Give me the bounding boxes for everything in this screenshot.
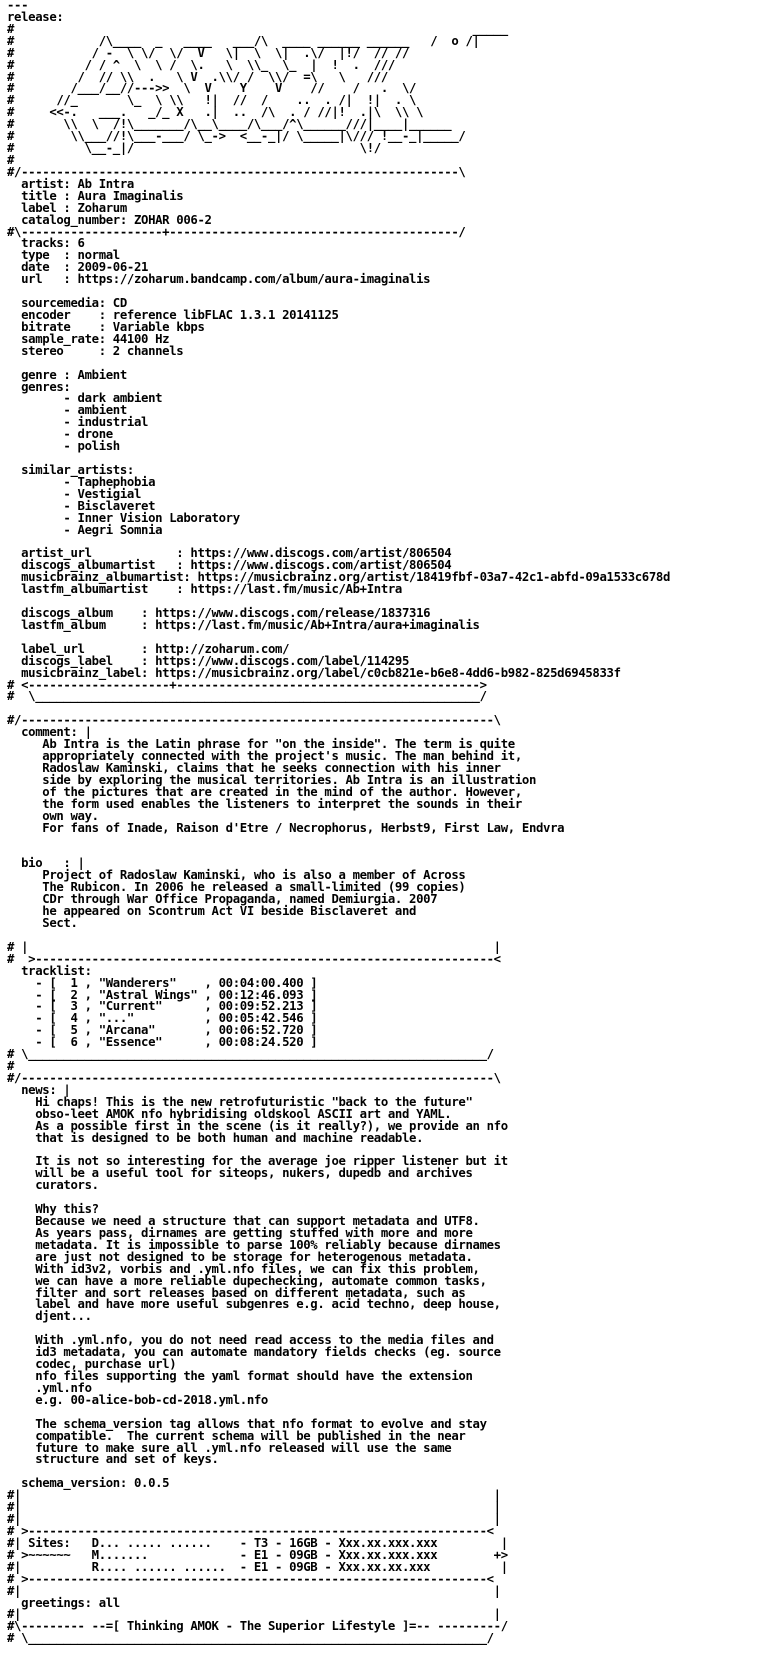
nfo-line: schema_version: 0.0.5 [7, 1476, 170, 1491]
nfo-line: codec, purchase url) [7, 1357, 177, 1372]
nfo-line: # \\___//!\___-___/ \_-> <__-_|/ \_____|\/// !__-_|_____/ [7, 129, 466, 144]
nfo-line: Because we need a structure that can support metadata and UTF8. [7, 1214, 480, 1229]
nfo-line: title : Aura Imaginalis [7, 188, 184, 203]
nfo-line: Ab Intra is the Latin phrase for "on the inside". The term is quite [7, 737, 515, 752]
nfo-line: # [7, 152, 15, 167]
nfo-line: curators. [7, 1178, 99, 1193]
nfo-line: Sect. [7, 915, 78, 930]
nfo-line: label and have more useful subgenres e.g. acid techno, deep house, [7, 1297, 501, 1312]
nfo-line: label : Zoharum [7, 200, 127, 215]
nfo-line: - polish [7, 439, 120, 454]
nfo-line: we can have a more reliable dupechecking, automate common tasks, [7, 1273, 487, 1288]
nfo-line: filter and sort releases based on different metadata, such as [7, 1285, 466, 1300]
nfo-line: release: [7, 9, 64, 24]
nfo-line: # \_________________________________________________________________/ [7, 1631, 494, 1646]
nfo-line: - [ 5 , "Arcana" , 00:06:52.720 ] [7, 1023, 318, 1038]
nfo-line: own way. [7, 808, 99, 823]
nfo-line: Project of Radoslaw Kaminski, who is also a member of Across [7, 868, 466, 883]
nfo-line: news: | [7, 1082, 71, 1097]
nfo-line: # / - \ \/ \/ V \| \ \| .\/ |!/ // // [7, 45, 410, 60]
nfo-line: # >-----------------------------------------------------------------< [7, 1571, 494, 1586]
nfo-line: sample_rate: 44100 Hz [7, 331, 170, 346]
nfo-line: - industrial [7, 415, 149, 430]
nfo-line: With id3v2, vorbis and .yml.nfo files, we can fix this problem, [7, 1261, 480, 1276]
nfo-line: - [ 3 , "Current" , 00:09:52.213 ] [7, 999, 318, 1014]
nfo-line: Hi chaps! This is the new retrofuturistic "back to the future" [7, 1094, 473, 1109]
nfo-line: - drone [7, 427, 113, 442]
nfo-line: artist: Ab Intra [7, 176, 134, 191]
nfo-line: djent... [7, 1309, 92, 1324]
nfo-line: discogs_albumartist : https://www.discogs.com/artist/806504 [7, 558, 452, 573]
nfo-line: label_url : http://zoharum.com/ [7, 641, 290, 656]
nfo-line: #/--------------------------------------------------------------\ [7, 164, 466, 179]
nfo-line: future to make sure all .yml.nfo released will use the same [7, 1440, 452, 1455]
nfo-line: - [ 1 , "Wanderers" , 00:04:00.400 ] [7, 975, 318, 990]
nfo-line: # <--------------------+-------------------------------------------> [7, 677, 487, 692]
nfo-line: genres: [7, 379, 71, 394]
nfo-line: - dark ambient [7, 391, 163, 406]
nfo-line: #| | [7, 1607, 501, 1622]
nfo-line: artist_url : https://www.discogs.com/artist/806504 [7, 546, 452, 561]
nfo-line: It is not so interesting for the average joe ripper listener but it [7, 1154, 508, 1169]
nfo-line: Radoslaw Kaminski, claims that he seeks connection with his inner [7, 761, 501, 775]
nfo-line: --- [7, 0, 29, 12]
nfo-line: #| | [7, 1583, 501, 1598]
nfo-line: that is designed to be both human and machine readable. [7, 1130, 424, 1145]
nfo-line: # \_________________________________________________________________/ [7, 1047, 494, 1062]
nfo-line: e.g. 00-alice-bob-cd-2018.yml.nfo [7, 1392, 268, 1407]
nfo-line: #/-------------------------------------------------------------------\ [7, 713, 501, 728]
nfo-line: The schema_version tag allows that nfo format to evolve and stay [7, 1416, 487, 1431]
nfo-line: # _____ [7, 21, 508, 36]
nfo-line: The Rubicon. In 2006 he released a small-limited (99 copies) [7, 880, 466, 895]
nfo-line: similar_artists: [7, 462, 134, 477]
nfo-line: discogs_label : https://www.discogs.com/label/114295 [7, 653, 410, 668]
nfo-line: bitrate : Variable kbps [7, 319, 205, 334]
nfo-line: #| Sites: D... ..... ...... - T3 - 16GB - Xxx.xx.xxx.xxx | [7, 1535, 508, 1550]
nfo-line: - [ 4 , "..." , 00:05:42.546 ] [7, 1011, 318, 1026]
nfo-line: musicbrainz_label: https://musicbrainz.org/label/c0cb821e-b6e8-4dd6-b982-825d6945833f [7, 665, 621, 680]
nfo-line: # \\ \ /!\_______/\__\____/\___/^\______///|____|______ [7, 117, 452, 132]
nfo-line: With .yml.nfo, you do not need read access to the media files and [7, 1333, 494, 1348]
nfo-line: of the pictures that are created in the mind of the author. However, [7, 784, 522, 799]
nfo-line: side by exploring the musical territories. Ab Intra is an illustration [7, 772, 537, 787]
nfo-line: # >-----------------------------------------------------------------< [7, 1524, 494, 1538]
nfo-line: the form used enables the listeners to interpret the sounds in their [7, 796, 522, 811]
nfo-line: # <<-. ___. _/_ X .| .. /\ . / //|! .|\ \\ \ [7, 105, 424, 120]
nfo-line: nfo files supporting the yaml format should have the extension [7, 1369, 473, 1384]
nfo-line: Why this? [7, 1202, 99, 1217]
nfo-line [7, 835, 768, 847]
nfo-line: # / / ^ \ \ / \. \ \\_ \_ | ! . /// [7, 57, 395, 72]
nfo-line: are just not designed to be storage for heterogenous metadata. [7, 1249, 473, 1264]
nfo-line: #/-------------------------------------------------------------------\ [7, 1070, 501, 1085]
nfo-line: # /\____ _ ____ ___/\ ____ ______ ______ / o /| [7, 33, 480, 48]
nfo-line: # /___/__//--->> \ V Y V // / . \/ [7, 81, 417, 96]
nfo-line: discogs_album : https://www.discogs.com/release/1837316 [7, 606, 431, 621]
nfo-line: sourcemedia: CD [7, 296, 127, 311]
nfo-line: #| | [7, 1500, 501, 1515]
nfo-line: #| | [7, 1512, 501, 1527]
nfo-line: tracklist: [7, 963, 92, 978]
nfo-line: - Inner Vision Laboratory [7, 510, 240, 525]
nfo-line: date : 2009-06-21 [7, 260, 149, 275]
nfo-line: he appeared on Scontrum Act VI beside Bisclaveret and [7, 904, 417, 919]
nfo-line: structure and set of keys. [7, 1452, 219, 1467]
nfo-line: # //_ \_ \ \\ !| // / .. . /| !| . \ [7, 93, 417, 108]
nfo-line: CDr through War Office Propaganda, named Demiurgia. 2007 [7, 892, 438, 907]
nfo-line: stereo : 2 channels [7, 343, 184, 358]
nfo-line: #| R.... ...... ...... - E1 - 09GB - Xxx.xx.xx.xxx | [7, 1559, 508, 1574]
nfo-line: - Aegri Somnia [7, 522, 163, 537]
nfo-line: lastfm_album : https://last.fm/music/Ab+Intra/aura+imaginalis [7, 617, 480, 632]
nfo-line: # [7, 1059, 15, 1074]
nfo-line: metadata. It is impossible to parse 100% reliably because dirnames [7, 1237, 501, 1252]
nfo-line: lastfm_albumartist : https://last.fm/music/Ab+Intra [7, 582, 402, 597]
nfo-line: obso-leet AMOK nfo hybridising oldskool ASCII art and YAML. [7, 1106, 452, 1121]
nfo-line: # / // \\ . \ V .\\/ / \\/ =\ \ /// [7, 69, 388, 84]
nfo-line: catalog_number: ZOHAR 006-2 [7, 212, 212, 227]
nfo-line: # >~~~~~~ M....... - E1 - 09GB - Xxx.xx.xxx.xxx +> [7, 1547, 508, 1562]
nfo-line: bio : | [7, 856, 85, 871]
nfo-line: #| | [7, 1488, 501, 1503]
nfo-line: As a possible first in the scene (is it really?), we provide an nfo [7, 1118, 508, 1133]
nfo-line: .yml.nfo [7, 1380, 92, 1395]
nfo-line: - ambient [7, 403, 127, 418]
nfo-line: # >-----------------------------------------------------------------< [7, 951, 501, 966]
nfo-line [7, 846, 768, 858]
nfo-line: - [ 2 , "Astral Wings" , 00:12:46.093 ] [7, 987, 318, 1002]
nfo-line: musicbrainz_albumartist: https://musicbrainz.org/artist/18419fbf-03a7-42c1-abfd-09a1533c678d [7, 570, 671, 585]
nfo-line: will be a useful tool for siteops, nukers, dupedb and archives [7, 1166, 473, 1181]
nfo-line [7, 1192, 768, 1204]
nfo-line: # | | [7, 939, 501, 954]
nfo-line: encoder : reference libFLAC 1.3.1 20141125 [7, 307, 339, 322]
nfo-line: As years pass, dirnames are getting stuffed with more and more [7, 1225, 473, 1240]
nfo-line: #\--------------------+-----------------------------------------/ [7, 224, 466, 239]
nfo-line: # \__-_|/ \!/ [7, 141, 381, 156]
nfo-line: type : normal [7, 248, 120, 263]
nfo-line: # \_______________________________________________________________/ [7, 689, 487, 704]
nfo-line: - [ 6 , "Essence" , 00:08:24.520 ] [7, 1035, 318, 1050]
nfo-line: - Bisclaveret [7, 498, 156, 513]
nfo-line: #\--------- --=[ Thinking AMOK - The Superior Lifestyle ]=-- ---------/ [7, 1619, 508, 1634]
nfo-line: tracks: 6 [7, 236, 85, 251]
nfo-line: greetings: all [7, 1595, 120, 1610]
nfo-line: - Taphephobia [7, 474, 156, 489]
nfo-line: compatible. The current schema will be published in the near [7, 1428, 466, 1443]
nfo-line: id3 metadata, you can automate mandatory fields checks (eg. source [7, 1345, 501, 1360]
nfo-line: appropriately connected with the project's music. The man behind it, [7, 749, 522, 764]
nfo-line: - Vestigial [7, 486, 142, 501]
nfo-line: For fans of Inade, Raison d'Etre / Necrophorus, Herbst9, First Law, Endvra [7, 820, 565, 835]
nfo-line: genre : Ambient [7, 367, 127, 382]
nfo-line: url : https://zoharum.bandcamp.com/album/aura-imaginalis [7, 272, 431, 287]
nfo-line: comment: | [7, 725, 92, 740]
